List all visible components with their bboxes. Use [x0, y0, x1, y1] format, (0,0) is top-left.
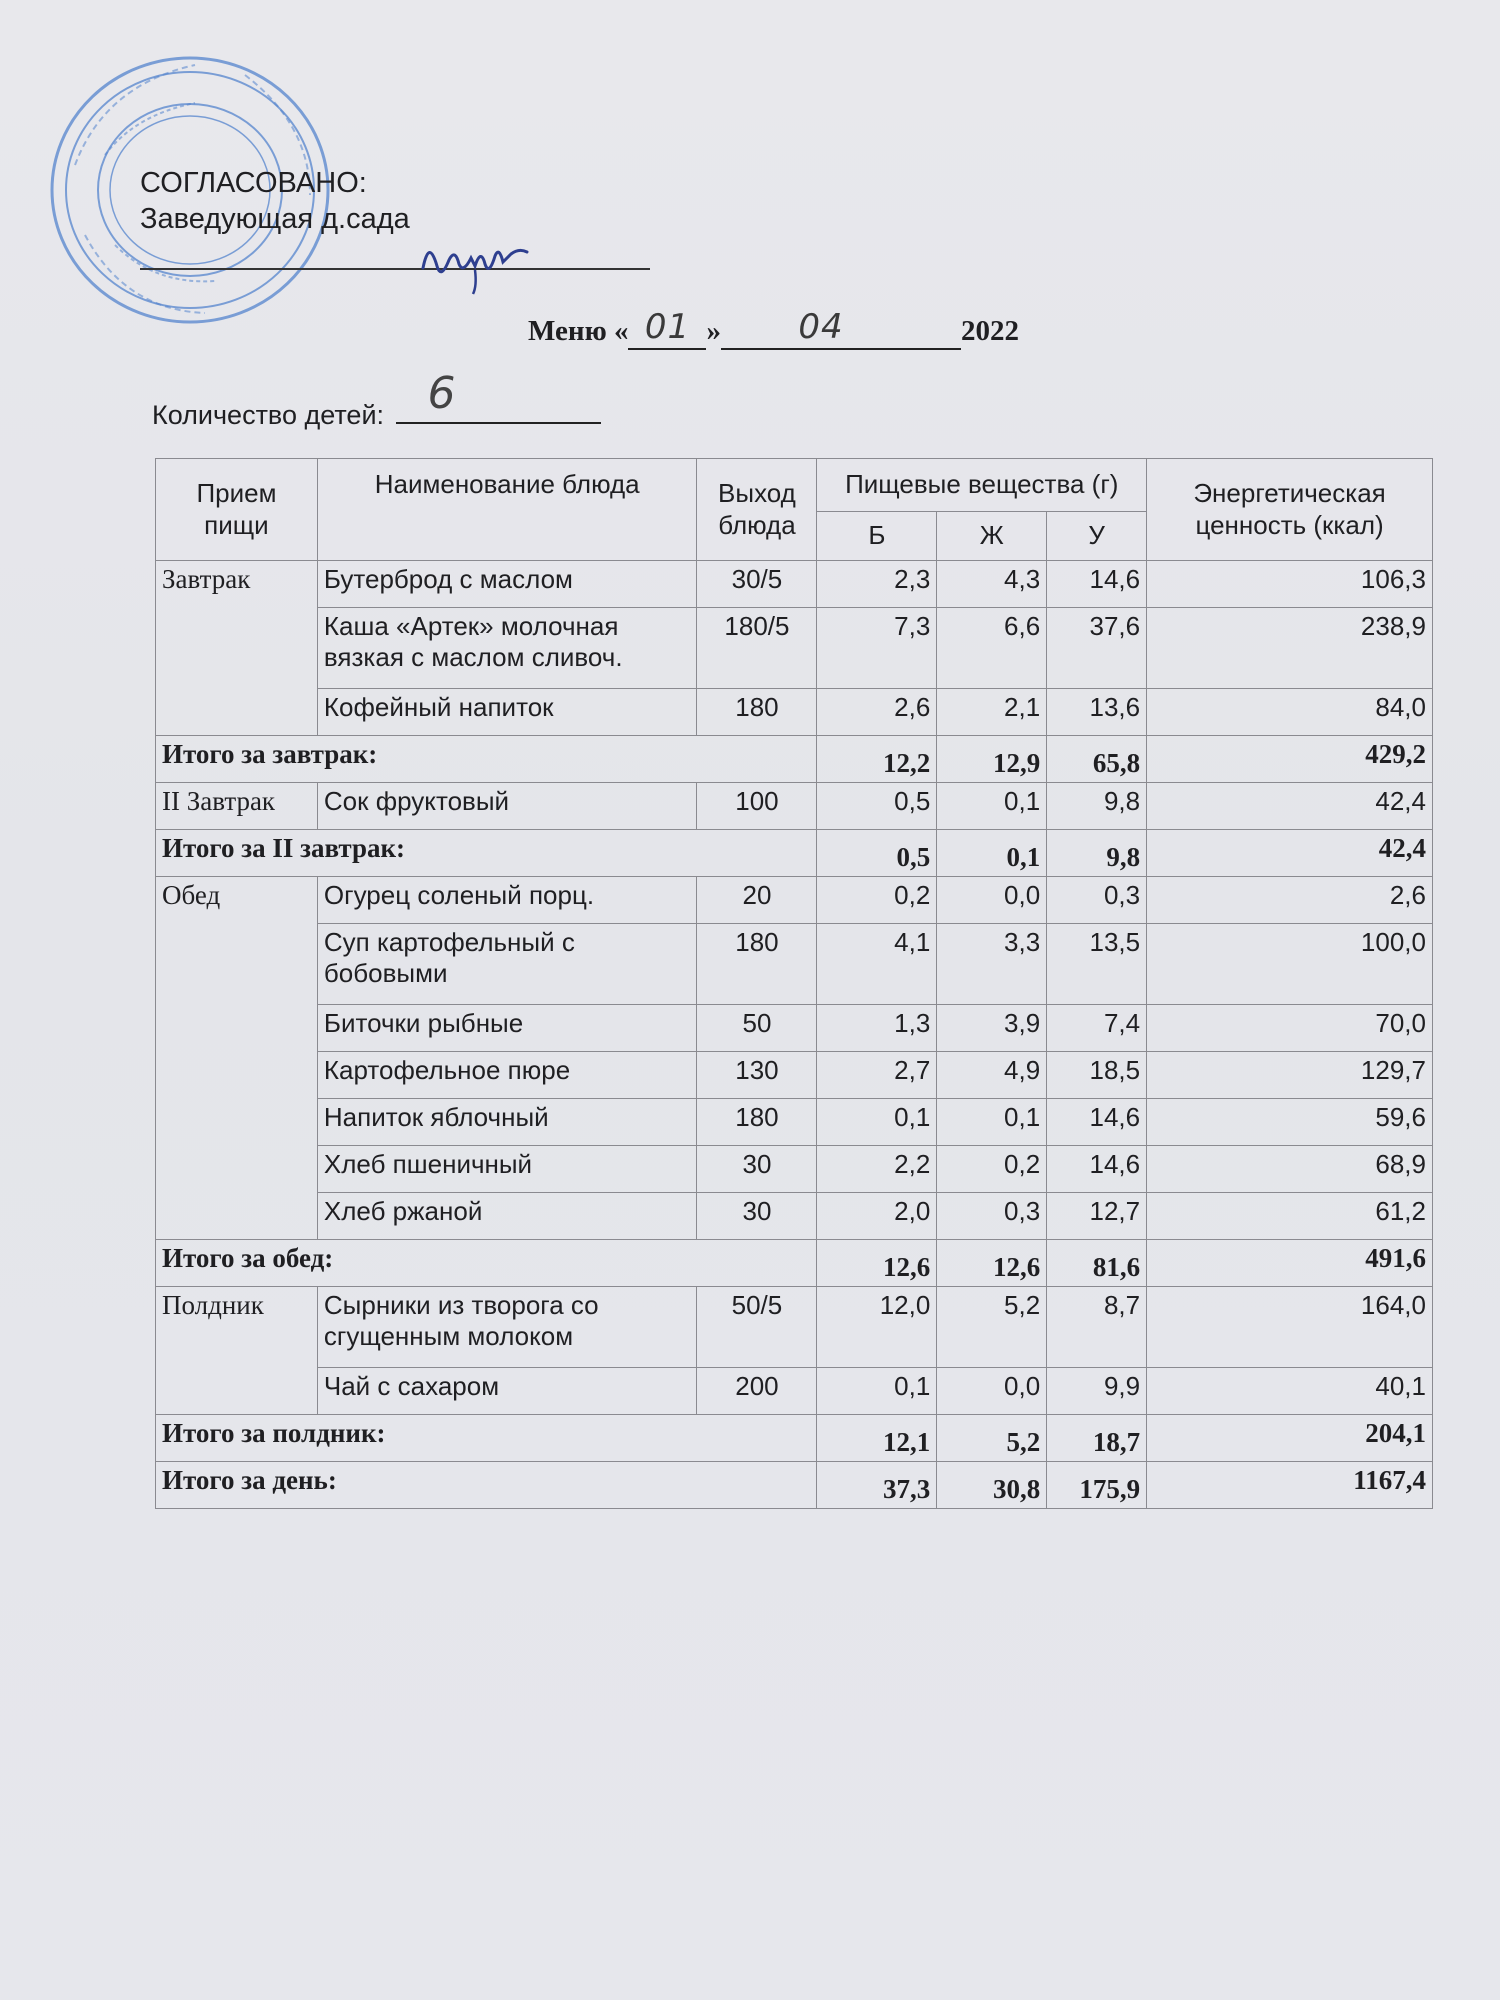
approval-head: Заведующая д.сада — [140, 203, 410, 236]
energy-value: 429,2 — [1147, 736, 1433, 783]
protein-value: 2,2 — [817, 1146, 937, 1193]
energy-value: 59,6 — [1147, 1099, 1433, 1146]
protein-value: 12,6 — [817, 1240, 937, 1287]
dish-output: 30 — [697, 1193, 817, 1240]
table-row — [156, 1368, 1433, 1415]
carb-value: 9,9 — [1047, 1368, 1147, 1415]
menu-table-body — [156, 561, 1433, 1509]
dish-name: Суп картофельный с бобовыми — [317, 924, 697, 1005]
protein-value: 0,1 — [817, 1368, 937, 1415]
kids-label: Количество детей: — [152, 400, 385, 430]
energy-value: 42,4 — [1147, 830, 1433, 877]
dish-output: 180/5 — [697, 608, 817, 689]
energy-value: 61,2 — [1147, 1193, 1433, 1240]
protein-value: 7,3 — [817, 608, 937, 689]
protein-value: 2,7 — [817, 1052, 937, 1099]
energy-value: 129,7 — [1147, 1052, 1433, 1099]
fat-value: 0,1 — [937, 783, 1047, 830]
fat-value: 4,9 — [937, 1052, 1047, 1099]
total-row — [156, 1462, 1433, 1509]
carb-value: 9,8 — [1047, 783, 1147, 830]
protein-value: 2,0 — [817, 1193, 937, 1240]
carb-value: 9,8 — [1047, 830, 1147, 877]
dish-name: Хлеб ржаной — [317, 1193, 697, 1240]
carb-value: 18,7 — [1047, 1415, 1147, 1462]
dish-name: Огурец соленый порц. — [317, 877, 697, 924]
carb-value: 18,5 — [1047, 1052, 1147, 1099]
menu-table — [155, 458, 1433, 1509]
protein-value: 12,0 — [817, 1287, 937, 1368]
fat-value: 0,1 — [937, 830, 1047, 877]
dish-name: Бутерброд с маслом — [317, 561, 697, 608]
table-row — [156, 877, 1433, 924]
dish-output: 180 — [697, 689, 817, 736]
carb-value: 65,8 — [1047, 736, 1147, 783]
menu-day-blank — [628, 307, 706, 350]
dish-output: 200 — [697, 1368, 817, 1415]
carb-value: 14,6 — [1047, 1146, 1147, 1193]
dish-output: 50/5 — [697, 1287, 817, 1368]
energy-value: 40,1 — [1147, 1368, 1433, 1415]
menu-month: 04 — [798, 307, 844, 347]
protein-value: 37,3 — [817, 1462, 937, 1509]
total-label: Итого за полдник: — [156, 1415, 817, 1462]
fat-value: 2,1 — [937, 689, 1047, 736]
protein-value: 0,5 — [817, 783, 937, 830]
fat-value: 3,3 — [937, 924, 1047, 1005]
table-row — [156, 1287, 1433, 1368]
fat-value: 0,0 — [937, 1368, 1047, 1415]
protein-value: 1,3 — [817, 1005, 937, 1052]
table-row — [156, 1146, 1433, 1193]
fat-value: 4,3 — [937, 561, 1047, 608]
approval-block — [140, 165, 410, 238]
total-label: Итого за завтрак: — [156, 736, 817, 783]
menu-middle: » — [706, 315, 721, 347]
menu-day: 01 — [644, 307, 691, 347]
dish-output: 100 — [697, 783, 817, 830]
table-row — [156, 1193, 1433, 1240]
dish-output: 20 — [697, 877, 817, 924]
carb-value: 13,6 — [1047, 689, 1147, 736]
kids-value: 6 — [427, 368, 456, 419]
table-row — [156, 1005, 1433, 1052]
fat-value: 0,1 — [937, 1099, 1047, 1146]
protein-value: 2,6 — [817, 689, 937, 736]
table-row — [156, 689, 1433, 736]
energy-value: 164,0 — [1147, 1287, 1433, 1368]
menu-prefix: Меню « — [528, 315, 629, 347]
dish-output: 30 — [697, 1146, 817, 1193]
carb-value: 8,7 — [1047, 1287, 1147, 1368]
header-output: Выход блюда — [697, 459, 817, 561]
protein-value: 12,1 — [817, 1415, 937, 1462]
header-energy: Энергетическая ценность (ккал) — [1147, 459, 1433, 561]
protein-value: 0,5 — [817, 830, 937, 877]
total-label: Итого за день: — [156, 1462, 817, 1509]
carb-value: 0,3 — [1047, 877, 1147, 924]
dish-output: 30/5 — [697, 561, 817, 608]
fat-value: 0,2 — [937, 1146, 1047, 1193]
table-row — [156, 608, 1433, 689]
energy-value: 42,4 — [1147, 783, 1433, 830]
fat-value: 0,0 — [937, 877, 1047, 924]
protein-value: 2,3 — [817, 561, 937, 608]
menu-month-blank — [721, 307, 961, 350]
signature-icon — [415, 218, 535, 298]
energy-value: 100,0 — [1147, 924, 1433, 1005]
carb-value: 14,6 — [1047, 561, 1147, 608]
protein-value: 4,1 — [817, 924, 937, 1005]
dish-output: 50 — [697, 1005, 817, 1052]
total-label: Итого за II завтрак: — [156, 830, 817, 877]
fat-value: 12,9 — [937, 736, 1047, 783]
signature-line — [140, 268, 650, 270]
total-row — [156, 736, 1433, 783]
kids-count — [152, 368, 601, 431]
menu-title — [528, 307, 1019, 350]
menu-year: 2022 — [960, 315, 1019, 347]
total-label: Итого за обед: — [156, 1240, 817, 1287]
dish-name: Сок фруктовый — [317, 783, 697, 830]
table-row — [156, 783, 1433, 830]
meal-name: II Завтрак — [156, 783, 318, 830]
energy-value: 238,9 — [1147, 608, 1433, 689]
carb-value: 175,9 — [1047, 1462, 1147, 1509]
dish-output: 180 — [697, 924, 817, 1005]
carb-value: 7,4 — [1047, 1005, 1147, 1052]
approval-agreed: СОГЛАСОВАНО: — [140, 167, 367, 199]
dish-output: 130 — [697, 1052, 817, 1099]
total-row — [156, 1415, 1433, 1462]
carb-value: 37,6 — [1047, 608, 1147, 689]
table-row — [156, 1052, 1433, 1099]
carb-value: 14,6 — [1047, 1099, 1147, 1146]
dish-name: Кофейный напиток — [317, 689, 697, 736]
table-row — [156, 924, 1433, 1005]
meal-name: Обед — [156, 877, 318, 1240]
energy-value: 70,0 — [1147, 1005, 1433, 1052]
fat-value: 0,3 — [937, 1193, 1047, 1240]
dish-name: Хлеб пшеничный — [317, 1146, 697, 1193]
energy-value: 1167,4 — [1147, 1462, 1433, 1509]
meal-name: Завтрак — [156, 561, 318, 736]
dish-name: Сырники из творога со сгущенным молоком — [317, 1287, 697, 1368]
header-dish: Наименование блюда — [317, 459, 697, 561]
total-row — [156, 830, 1433, 877]
header-meal: Прием пищи — [156, 459, 318, 561]
header-zh: Ж — [937, 512, 1047, 561]
fat-value: 6,6 — [937, 608, 1047, 689]
energy-value: 2,6 — [1147, 877, 1433, 924]
protein-value: 0,1 — [817, 1099, 937, 1146]
protein-value: 12,2 — [817, 736, 937, 783]
fat-value: 3,9 — [937, 1005, 1047, 1052]
dish-name: Биточки рыбные — [317, 1005, 697, 1052]
dish-name: Чай с сахаром — [317, 1368, 697, 1415]
fat-value: 30,8 — [937, 1462, 1047, 1509]
protein-value: 0,2 — [817, 877, 937, 924]
energy-value: 106,3 — [1147, 561, 1433, 608]
fat-value: 12,6 — [937, 1240, 1047, 1287]
dish-output: 180 — [697, 1099, 817, 1146]
dish-name: Напиток яблочный — [317, 1099, 697, 1146]
dish-name: Картофельное пюре — [317, 1052, 697, 1099]
carb-value: 13,5 — [1047, 924, 1147, 1005]
carb-value: 81,6 — [1047, 1240, 1147, 1287]
header-u: У — [1047, 512, 1147, 561]
meal-name: Полдник — [156, 1287, 318, 1415]
energy-value: 491,6 — [1147, 1240, 1433, 1287]
fat-value: 5,2 — [937, 1287, 1047, 1368]
table-row — [156, 561, 1433, 608]
energy-value: 84,0 — [1147, 689, 1433, 736]
energy-value: 68,9 — [1147, 1146, 1433, 1193]
kids-blank — [396, 368, 601, 424]
header-b: Б — [817, 512, 937, 561]
table-row — [156, 1099, 1433, 1146]
fat-value: 5,2 — [937, 1415, 1047, 1462]
carb-value: 12,7 — [1047, 1193, 1147, 1240]
header-nutrients: Пищевые вещества (г) — [817, 459, 1147, 512]
energy-value: 204,1 — [1147, 1415, 1433, 1462]
dish-name: Каша «Артек» молочная вязкая с маслом сливоч. — [317, 608, 697, 689]
total-row — [156, 1240, 1433, 1287]
